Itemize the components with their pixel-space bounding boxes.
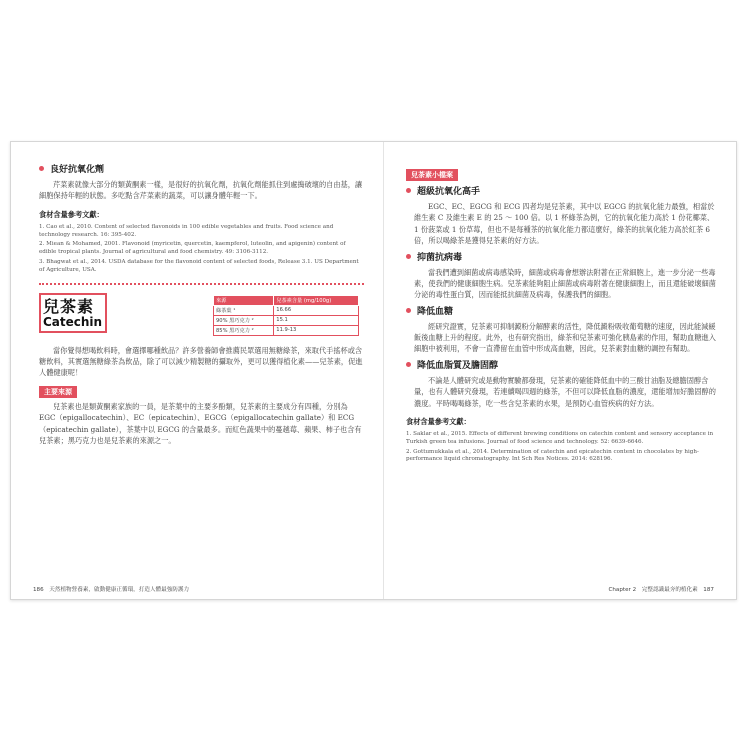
table-row: [214, 315, 359, 325]
item-body: 經研究證實，兒茶素可抑制澱粉分解酵素的活性，降低澱粉吸收葡萄糖的速度，因此能減緩飯後血糖上升的程度。此外，也有研究指出，綠茶和兒茶素可強化胰島素的作用，幫助血糖進入細胞中被利用，不會一直滯留在血管中形成高血糖，因此，兒茶素對血糖的調控有幫助。: [414, 321, 716, 354]
catechin-content-table: [213, 295, 359, 336]
profile-item: [406, 250, 716, 301]
item-title: 抑菌抗病毒: [417, 252, 463, 263]
table-cell: 85% 黑巧克力 ²: [214, 325, 274, 335]
catechin-heading: [39, 293, 364, 341]
main-source-tag: 主要來源: [39, 386, 77, 398]
dotted-divider: [39, 283, 364, 285]
profile-item: [406, 304, 716, 355]
page-footer-right: Chapter 2 完整認識最夯的植化素 187: [608, 587, 714, 593]
heading-english: Catechin: [43, 314, 103, 329]
table-row: [214, 305, 359, 315]
table-cell: 綠茶葉 ¹: [214, 305, 274, 315]
bullet-dot-icon: [39, 166, 44, 171]
references-title: 食材含量參考文獻：: [406, 416, 471, 426]
page-footer-left: 186 天然植物營養素，啟動健康正循環，打造人體最強防護力: [33, 587, 190, 593]
item-title: 降低血脂質及膽固醇: [417, 360, 499, 371]
right-page: [406, 162, 716, 466]
table-cell: 15.1: [274, 315, 359, 325]
item-body: 不論是人體研究或是動物實驗都發現，兒茶素的確能降低血中的三酸甘油脂及總膽固醇含量，也有人體研究發現，若連續喝四週的綠茶，不但可以降低血脂的濃度，還能增加好膽固醇的濃度。平時喝喝綠茶，吃一些含兒茶素的水果，是預防心血管疾病的好方法。: [414, 375, 716, 408]
bullet-dot-icon: [406, 308, 411, 313]
heading-box: [39, 293, 107, 333]
page-gutter: [383, 142, 384, 599]
item-title: 降低血糖: [417, 306, 454, 317]
reference-item: 3. Bhagwat et al., 2014. USDA database for the flavonoid content of selected foods, Release 3.1. US Department of Agriculture, USA.: [39, 259, 359, 273]
heading-chinese: 兒茶素: [43, 296, 95, 316]
table-cell: 11.9-13: [274, 325, 359, 335]
intro-paragraph: 當你覺得想喝飲料時，會選擇哪種飲品？許多營養師會推薦民眾選用無糖綠茶，來取代手搖杯或含糖飲料，其實選無糖綠茶為飲品，除了可以減少精製糖的攝取外，更可以獲得植化素——兒茶素，促進人體健康呢！: [39, 345, 363, 378]
reference-item: 2. Gottumukkala et al., 2014. Determination of catechin and epicatechin content in chocolates by high-performance liquid chromatography. Int Sch Res Notices. 2014: 628196.: [406, 448, 699, 463]
main-source-paragraph: 兒茶素也是類黃酮素家族的一員，是茶葉中的主要多酚類，兒茶素的主要成分有四種，分別為 EGC（epigallocatechin）、EC（epicatechin）、EGCG（epigallocatechin gallate）和 ECG（epicatechin gallate），茶葉中以 EGCG 的含量最多。而紅色蔬果中的蔓越莓、蘋果、柿子也含有兒茶素；黑巧克力也是兒茶素的來源之一。: [39, 401, 362, 445]
reference-item: 2. Miean & Mohamed, 2001. Flavonoid (myricetin, quercetin, kaempferol, luteolin, and apigenin) content of edible tropical plants. Journal of agricultural and food chemistry. 49: 3106-3112.: [39, 241, 346, 256]
section-title: 良好抗氧化劑: [50, 165, 105, 175]
reference-item: 1. Saklar et al., 2015. Effects of different brewing conditions on catechin content and sensory acceptance in Turkish green tea infusions. Journal of food science and technology. 52: 6639-6646.: [406, 430, 714, 445]
table-row: [214, 325, 359, 335]
profile-item: [406, 358, 716, 409]
table-header-row: [214, 295, 359, 305]
reference-item: 1. Cao et al., 2010. Content of selected flavonoids in 100 edible vegetables and fruits. Food science and technology research. 16: 395-402.: [39, 223, 334, 238]
section-body: 芹菜素就像大部分的類黃酮素一樣，是很好的抗氧化劑，抗氧化劑能抓住到處搗破壞的自由基，讓細胞保持年輕的狀態。多吃點含芹菜素的蔬菜，可以讓身體年輕一下。: [39, 180, 363, 201]
bullet-dot-icon: [406, 362, 411, 367]
antioxidant-section: [39, 162, 364, 202]
table-cell: 16.66: [274, 305, 359, 315]
book-spread: [10, 141, 737, 600]
table-header: 來源: [214, 295, 274, 305]
bullet-dot-icon: [406, 254, 411, 259]
table-cell: 90% 黑巧克力 ²: [214, 315, 274, 325]
bullet-dot-icon: [406, 188, 411, 193]
item-body: EGC、EC、EGCG 和 ECG 四者均是兒茶素，其中以 EGCG 的抗氧化能力最強，相當於維生素 C 及維生素 E 的 25 ～ 100 倍。以 1 杯綠茶為例，它的抗氧化能力高於 1 份花椰菜、1 份菠菜或 1 份草莓，但也不是每種茶的抗氧化能力都這麼好，綠茶的抗氧化能力高於紅茶 6 倍，所以喝綠茶是獲得兒茶素的好方法。: [414, 202, 715, 246]
references-title: 食材含量參考文獻：: [39, 209, 104, 219]
table-header: 兒茶素含量 (mg/100g): [274, 295, 359, 305]
profile-tag: 兒茶素小檔案: [406, 169, 458, 181]
profile-item: [406, 184, 716, 247]
item-title: 超級抗氧化高手: [417, 187, 481, 197]
item-body: 當我們遭到細菌或病毒感染時，細菌或病毒會想辦法附著在正常細胞上，進一步分泌一些毒素，使我們的健康細胞生病。兒茶素能夠阻止細菌或病毒附著在健康細胞上，而且還能破壞細菌分泌的毒性蛋白質，因而能抵抗細菌及病毒，保護我們的細胞。: [414, 267, 716, 300]
left-page: [39, 162, 364, 446]
